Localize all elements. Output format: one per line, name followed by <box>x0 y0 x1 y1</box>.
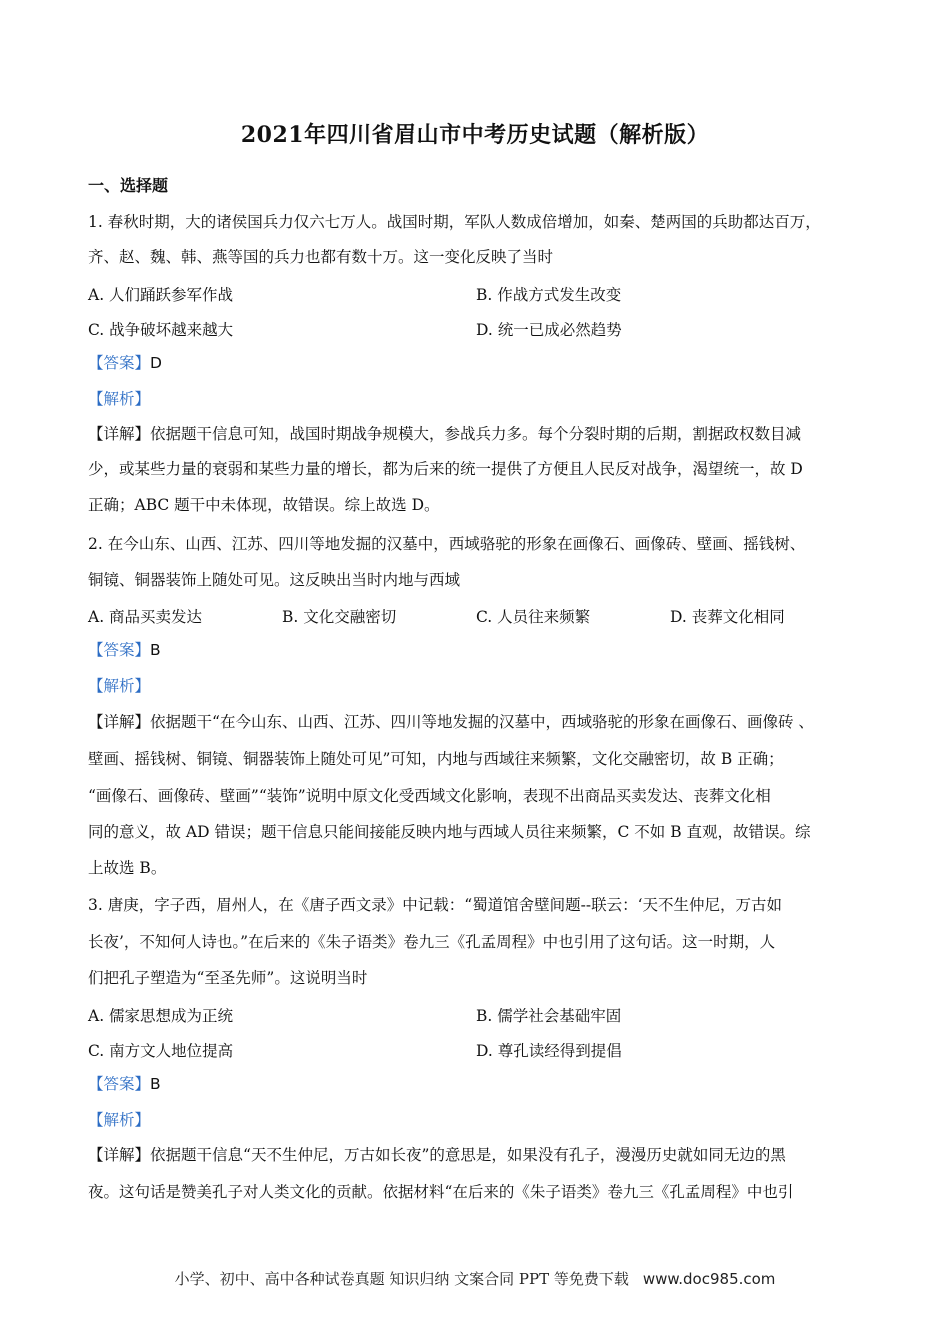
answer-tag: 【答案】 <box>88 354 151 372</box>
q1-detail-line3: 正确；ABC 题干中未体现，故错误。综上故选 D。 <box>88 496 440 514</box>
q3-option-c: C. 南方文人地位提高 <box>88 1042 234 1060</box>
q2-detail-line4: 同的意义，故 AD 错误；题干信息只能间接能反映内地与西域人员往来频繁，C 不如 B 直观，故错误。综 <box>88 823 811 841</box>
q1-option-b: B. 作战方式发生改变 <box>476 286 622 304</box>
q1-answer <box>88 353 868 373</box>
q1-stem-line1: 1. 春秋时期，大的诸侯国兵力仅六七万人。战国时期，军队人数成倍增加，如秦、楚两国的兵助都达百万， <box>88 213 821 231</box>
page-footer <box>0 1268 950 1289</box>
answer-tag: 【答案】 <box>88 1075 151 1093</box>
q2-option-a: A. 商品买卖发达 <box>88 608 203 626</box>
q1-stem-line2: 齐、赵、魏、韩、燕等国的兵力也都有数十万。这一变化反映了当时 <box>88 248 554 266</box>
q3-analysis-tag: 【解析】 <box>88 1111 151 1129</box>
answer-value: B <box>150 641 161 659</box>
detail-text: 依据题干信息“天不生仲尼，万古如长夜”的意思是，如果没有孔子，漫漫历史就如同无边的黑 <box>150 1146 786 1164</box>
q3-detail-line1 <box>88 1145 868 1165</box>
detail-tag: 【详解】 <box>88 1146 151 1164</box>
q2-answer <box>88 640 868 660</box>
detail-text: 依据题干信息可知，战国时期战争规模大，参战兵力多。每个分裂时期的后期，割据政权数目减 <box>150 425 802 443</box>
q3-option-b: B. 儒学社会基础牢固 <box>476 1007 622 1025</box>
q2-detail-line2: 壁画、摇钱树、铜镜、铜器装饰上随处可见”可知，内地与西域往来频繁，文化交融密切，故 B 正确； <box>88 750 784 768</box>
q1-detail-line2: 少，或某些力量的衰弱和某些力量的增长，都为后来的统一提供了方便且人民反对战争，渴望统一，故 D <box>88 460 803 478</box>
q3-answer <box>88 1074 868 1094</box>
q2-option-d: D. 丧葬文化相同 <box>670 608 785 626</box>
q2-option-c: C. 人员往来频繁 <box>476 608 591 626</box>
detail-tag: 【详解】 <box>88 713 151 731</box>
section-heading: 一、选择题 <box>88 176 169 195</box>
q1-analysis-tag: 【解析】 <box>88 390 151 408</box>
q3-stem-line3: 们把孔子塑造为“至圣先师”。这说明当时 <box>88 969 368 987</box>
footer-text: 小学、初中、高中各种试卷真题 知识归纳 文案合同 PPT 等免费下载 <box>174 1270 629 1288</box>
q1-option-d: D. 统一已成必然趋势 <box>476 321 622 339</box>
q3-option-a: A. 儒家思想成为正统 <box>88 1007 234 1025</box>
q3-stem-line1: 3. 唐庚，字子西，眉州人，在《唐子西文录》中记载：“蜀道馆舍壁间题--联云：‘天不生仲尼，万古如 <box>88 896 783 914</box>
q2-detail-line1 <box>88 712 868 732</box>
answer-tag: 【答案】 <box>88 641 151 659</box>
q2-stem-line1: 2. 在今山东、山西、江苏、四川等地发掘的汉墓中，西域骆驼的形象在画像石、画像砖、壁画、摇钱树、 <box>88 535 806 553</box>
page-title: 2021年四川省眉山市中考历史试题（解析版） <box>240 122 710 148</box>
detail-tag: 【详解】 <box>88 425 151 443</box>
q1-option-a: A. 人们踊跃参军作战 <box>88 286 234 304</box>
q1-option-c: C. 战争破坏越来越大 <box>88 321 234 339</box>
answer-value: B <box>150 1075 161 1093</box>
q1-detail-line1 <box>88 424 868 444</box>
q2-detail-line5: 上故选 B。 <box>88 859 167 877</box>
q3-detail-line2: 夜。这句话是赞美孔子对人类文化的贡献。依据材料“在后来的《朱子语类》卷九三《孔孟周程》中也引 <box>88 1183 794 1201</box>
q2-option-b: B. 文化交融密切 <box>282 608 397 626</box>
footer-url[interactable]: www.doc985.com <box>642 1270 776 1288</box>
q2-detail-line3: “画像石、画像砖、壁画”“装饰”说明中原文化受西域文化影响，表现不出商品买卖发达、丧葬文化相 <box>88 787 771 805</box>
q2-stem-line2: 铜镜、铜器装饰上随处可见。这反映出当时内地与西域 <box>88 571 461 589</box>
q3-option-d: D. 尊孔读经得到提倡 <box>476 1042 622 1060</box>
detail-text: 依据题干“在今山东、山西、江苏、四川等地发掘的汉墓中，西域骆驼的形象在画像石、画像砖 、 <box>150 713 814 731</box>
q2-analysis-tag: 【解析】 <box>88 677 151 695</box>
q3-stem-line2: 长夜’，不知何人诗也。”在后来的《朱子语类》卷九三《孔孟周程》中也引用了这句话。这一时期，人 <box>88 933 776 951</box>
answer-value: D <box>150 354 162 372</box>
